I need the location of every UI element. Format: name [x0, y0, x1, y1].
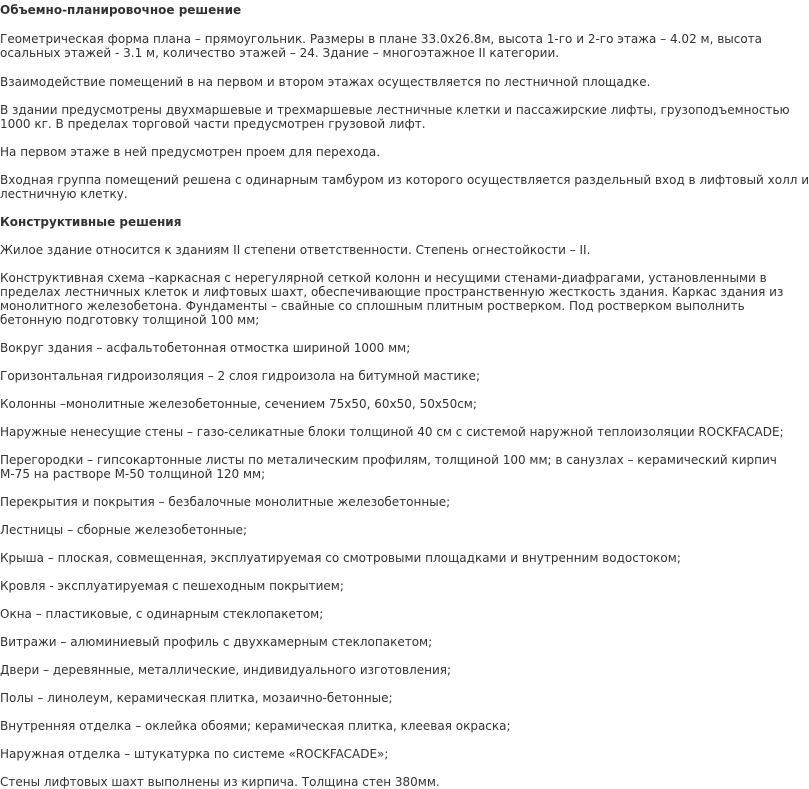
paragraph-line: Перекрытия и покрытия – безбалочные монолитные железобетонные; [0, 495, 451, 509]
paragraph-line: Лестницы – сборные железобетонные; [0, 523, 248, 537]
paragraph-line: Входная группа помещений решена с одинарным тамбуром из которого осуществляется раздельный вход в лифтовый холл и [0, 173, 809, 187]
paragraph-line: В здании предусмотрены двухмаршевые и трехмаршевые лестничные клетки и пассажирские лифты, грузоподъемностью [0, 103, 790, 117]
paragraph-line: Наружные ненесущие стены – газо-селикатные блоки толщиной 40 см с системой наружной теплоизоляции ROCKFACADE; [0, 425, 784, 439]
paragraph-line: Окна – пластиковые, с одинарным стеклопакетом; [0, 607, 324, 621]
paragraph-line: бетонную подготовку толщиной 100 мм; [0, 313, 260, 327]
paragraph-line: Двери – деревянные, металлические, индивидуального изготовления; [0, 663, 452, 677]
paragraph-line: М-75 на растворе М-50 толщиной 120 мм; [0, 467, 266, 481]
paragraph-line: Кровля - эксплуатируемая с пешеходным покрытием; [0, 579, 344, 593]
paragraph-line: 1000 кг. В пределах торговой части предусмотрен грузовой лифт. [0, 117, 426, 131]
section-heading-structural: Конструктивные решения [0, 215, 182, 229]
paragraph-line: Стены лифтовых шахт выполнены из кирпича. Толщина стен 380мм. [0, 775, 440, 789]
paragraph-line: Жилое здание относится к зданиям II степени ответственности. Степень огнестойкости – II. [0, 243, 591, 257]
section-heading-planning: Объемно-планировочное решение [0, 3, 242, 17]
paragraph-line: пределах лестничных клеток и лифтовых шахт, обеспечивающие пространственную жесткость здания. Каркас здания из [0, 285, 784, 299]
paragraph-line: Внутренняя отделка – оклейка обоями; керамическая плитка, клеевая окраска; [0, 719, 511, 733]
paragraph-line: Наружная отделка – штукатурка по системе «ROCKFACADE»; [0, 747, 389, 761]
paragraph-line: Горизонтальная гидроизоляция – 2 слоя гидроизола на битумной мастике; [0, 369, 480, 383]
paragraph-line: монолитного железобетона. Фундаменты – свайные со сплошным плитным ростверком. Под ростверком выполнить [0, 299, 745, 313]
paragraph-line: Крыша – плоская, совмещенная, эксплуатируемая со смотровыми площадками и внутренним водостоком; [0, 551, 681, 565]
paragraph-line: Полы – линолеум, керамическая плитка, мозаично-бетонные; [0, 691, 393, 705]
paragraph-line: Вокруг здания – асфальтобетонная отмостка шириной 1000 мм; [0, 341, 411, 355]
paragraph-line: На первом этаже в ней предусмотрен проем для перехода. [0, 145, 381, 159]
paragraph-line: Конструктивная схема –каркасная с нерегулярной сеткой колонн и несущими стенами-диафрагами, установленными в [0, 271, 767, 285]
paragraph-line: Колонны –монолитные железобетонные, сечением 75х50, 60х50, 50х50см; [0, 397, 477, 411]
paragraph-line: Перегородки – гипсокартонные листы по металическим профилям, толщиной 100 мм; в санузлах – керамический кирпич [0, 453, 777, 467]
paragraph-line: осальных этажей - 3.1 м, количество этажей – 24. Здание – многоэтажное II категории. [0, 46, 560, 60]
paragraph-line: лестничную клетку. [0, 187, 128, 201]
paragraph-line: Взаимодействие помещений в на первом и втором этажах осуществляется по лестничной площадке. [0, 75, 651, 89]
paragraph-line: Геометрическая форма плана – прямоугольник. Размеры в плане 33.0x26.8м, высота 1-го и 2-го этажа – 4.02 м, высота [0, 32, 763, 46]
paragraph-line: Витражи – алюминиевый профиль с двухкамерным стеклопакетом; [0, 635, 433, 649]
